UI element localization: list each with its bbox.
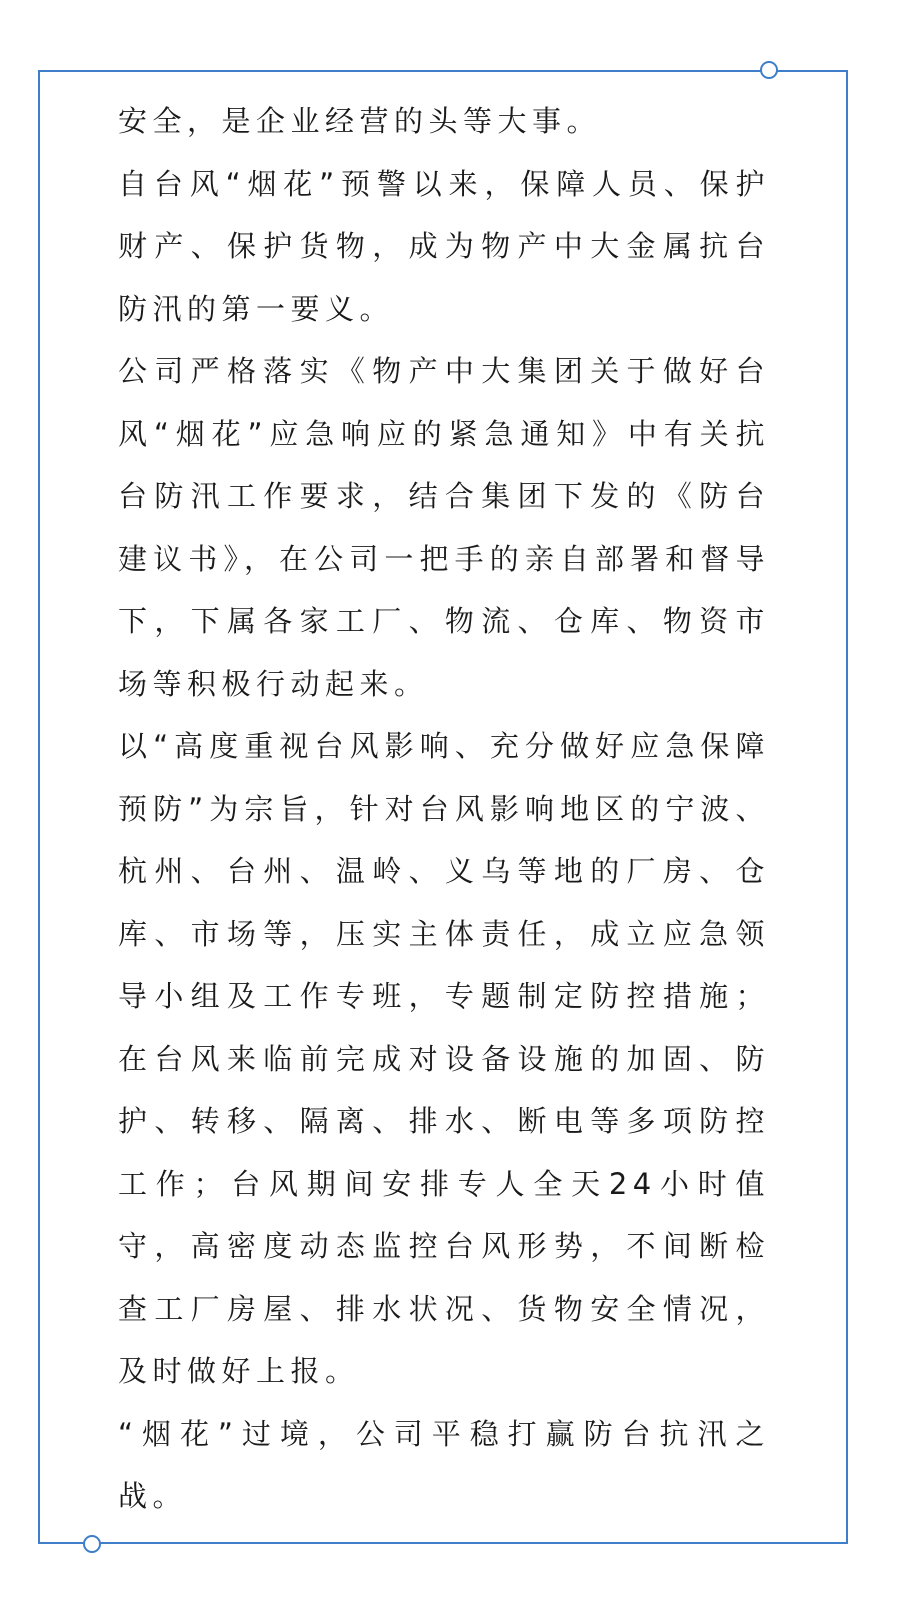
paragraph-measures: 以“高度重视台风影响、充分做好应急保障预防”为宗旨，针对台风影响地区的宁波、杭州、台州、温岭、义乌等地的厂房、仓库、市场等，压实主体责任，成立应急领导小组及工作专班，专题制定防控措施；在台风来临前完成对设备设施的加固、防护、转移、隔离、排水、断电等多项防控工作；台风期间安排专人全天24小时值守，高密度动态监控台风形势，不间断检查工厂房屋、排水状况、货物安全情况，及时做好上报。 bbox=[118, 729, 770, 1388]
paragraph-conclusion: “烟花”过境，公司平稳打赢防台抗汛之战。 bbox=[118, 1416, 770, 1513]
paragraph-warning: 自台风“烟花”预警以来，保障人员、保护财产、保护货物，成为物产中大金属抗台防汛的第一要义。 bbox=[118, 166, 770, 326]
paragraph-implementation: 公司严格落实《物产中大集团关于做好台风“烟花”应急响应的紧急通知》中有关抗台防汛工作要求，结合集团下发的《防台建议书》，在公司一把手的亲自部署和督导下，下属各家工厂、物流、仓库、物资市场等积极行动起来。 bbox=[118, 354, 770, 701]
frame-corner-ring-top bbox=[760, 61, 778, 79]
paragraph-intro: 安全，是企业经营的头等大事。 bbox=[118, 104, 602, 138]
article-body bbox=[118, 90, 770, 1528]
frame-corner-ring-bottom bbox=[83, 1535, 101, 1553]
